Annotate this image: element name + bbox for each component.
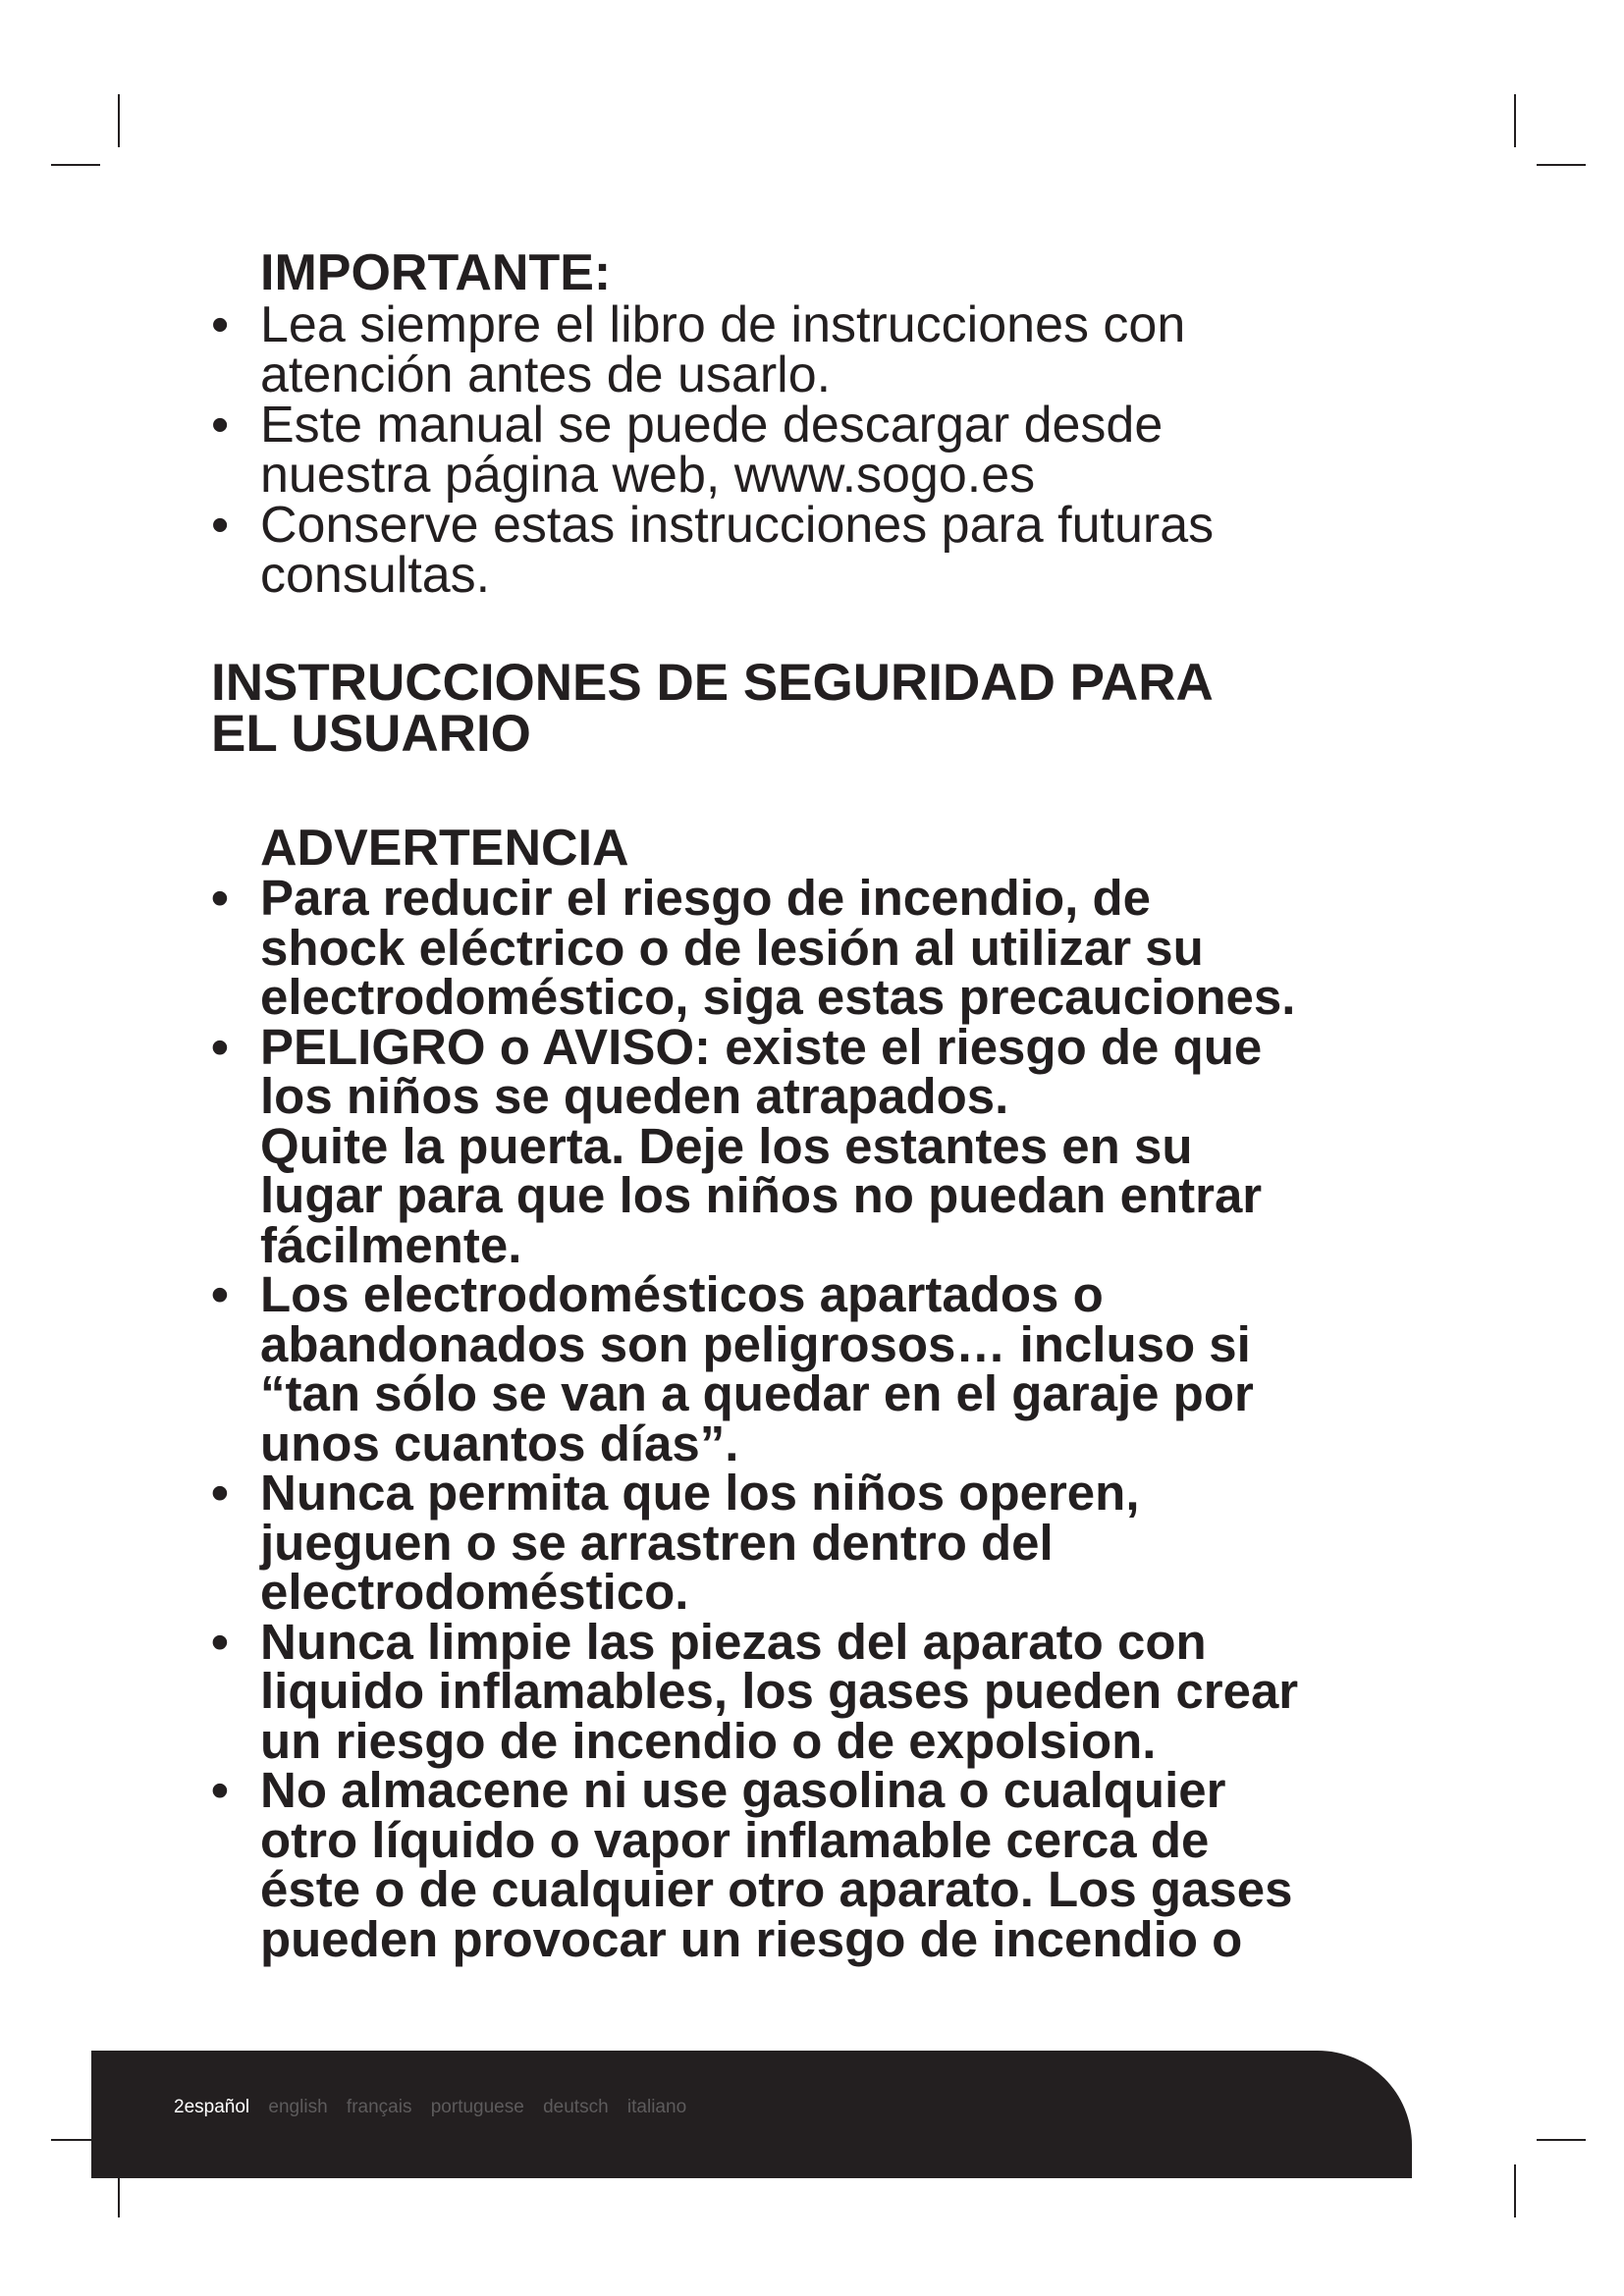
warning-list bbox=[211, 870, 1448, 1967]
item-line: Nunca permita que los niños operen, bbox=[260, 1465, 1140, 1521]
manual-page-content bbox=[211, 244, 1448, 1967]
item-line: nuestra página web, www.sogo.es bbox=[260, 447, 1036, 504]
important-list bbox=[211, 296, 1448, 604]
item-line: atención antes de usarlo. bbox=[260, 347, 832, 403]
warning-heading: ADVERTENCIA bbox=[260, 820, 629, 877]
item-line: Lea siempre el libro de instrucciones con bbox=[260, 296, 1186, 353]
list-item bbox=[211, 1613, 1448, 1769]
item-line: Quite la puerta. Deje los estantes en su bbox=[260, 1117, 1193, 1174]
item-line: fácilmente. bbox=[260, 1216, 522, 1273]
item-line: liquido inflamables, los gases pueden crear bbox=[260, 1663, 1299, 1719]
bullet: • bbox=[211, 1465, 229, 1521]
language-item-deutsch[interactable]: deutsch bbox=[543, 2097, 609, 2117]
bullet: • bbox=[211, 1018, 229, 1075]
important-heading: IMPORTANTE: bbox=[260, 244, 612, 301]
crop-mark-top-left-horizontal bbox=[51, 164, 100, 166]
item-line: Este manual se puede descargar desde bbox=[260, 397, 1164, 454]
list-item bbox=[211, 397, 1448, 504]
bullet: • bbox=[211, 870, 229, 926]
language-item-espanol[interactable]: español bbox=[184, 2097, 250, 2117]
item-line: otro líquido o vapor inflamable cerca de bbox=[260, 1811, 1210, 1868]
language-item-francais[interactable]: français bbox=[346, 2097, 412, 2117]
item-line: pueden provocar un riesgo de incendio o bbox=[260, 1910, 1243, 1967]
bullet: • bbox=[211, 1613, 229, 1670]
item-line: No almacene ni use gasolina o cualquier bbox=[260, 1762, 1226, 1818]
list-item bbox=[211, 1018, 1448, 1273]
safety-section-title bbox=[211, 654, 1448, 763]
crop-mark-top-right-vertical bbox=[1514, 94, 1516, 147]
item-line: electrodoméstico. bbox=[260, 1564, 689, 1620]
footer-bar bbox=[91, 2051, 1412, 2178]
list-item bbox=[211, 870, 1448, 1025]
list-item bbox=[211, 1266, 1448, 1471]
crop-mark-top-right-horizontal bbox=[1537, 164, 1586, 166]
list-item bbox=[211, 497, 1448, 604]
bullet: • bbox=[211, 497, 230, 554]
crop-mark-top-left-vertical bbox=[118, 94, 120, 147]
crop-mark-bottom-right-vertical bbox=[1514, 2164, 1516, 2217]
bullet: • bbox=[211, 1266, 229, 1322]
item-line: Para reducir el riesgo de incendio, de bbox=[260, 870, 1151, 926]
list-item bbox=[211, 1465, 1448, 1620]
language-item-english[interactable]: english bbox=[268, 2097, 328, 2117]
crop-mark-bottom-right-horizontal bbox=[1537, 2139, 1586, 2141]
section-title-line: EL USUARIO bbox=[211, 705, 531, 763]
bullet: • bbox=[211, 1762, 229, 1818]
bullet: • bbox=[211, 397, 230, 454]
section-title-line: INSTRUCCIONES DE SEGURIDAD PARA bbox=[211, 654, 1214, 712]
item-line: jueguen o se arrastren dentro del bbox=[260, 1514, 1054, 1571]
item-line: Los electrodomésticos apartados o bbox=[260, 1266, 1104, 1322]
item-line: shock eléctrico o de lesión al utilizar su bbox=[260, 919, 1204, 976]
item-line: PELIGRO o AVISO: existe el riesgo de que bbox=[260, 1018, 1263, 1075]
bullet: • bbox=[211, 296, 230, 353]
language-item-italiano[interactable]: italiano bbox=[626, 2097, 687, 2117]
item-line: Conserve estas instrucciones para futuras bbox=[260, 497, 1215, 554]
list-item bbox=[211, 1762, 1448, 1967]
language-bar bbox=[174, 2097, 700, 2118]
item-line: “tan sólo se van a quedar en el garaje por bbox=[260, 1365, 1254, 1421]
item-line: un riesgo de incendio o de expolsion. bbox=[260, 1712, 1157, 1769]
item-line: lugar para que los niños no puedan entrar bbox=[260, 1167, 1263, 1223]
list-item bbox=[211, 296, 1448, 403]
item-line: electrodoméstico, siga estas precauciones. bbox=[260, 969, 1296, 1025]
page-number: 2 bbox=[174, 2097, 185, 2117]
language-item-portuguese[interactable]: portuguese bbox=[430, 2097, 524, 2117]
item-line: abandonados son peligrosos… incluso si bbox=[260, 1315, 1251, 1372]
item-line: los niños se queden atrapados. bbox=[260, 1068, 1009, 1124]
item-line: unos cuantos días”. bbox=[260, 1415, 739, 1471]
item-line: Nunca limpie las piezas del aparato con bbox=[260, 1613, 1207, 1670]
item-line: éste o de cualquier otro aparato. Los gases bbox=[260, 1861, 1293, 1917]
item-line: consultas. bbox=[260, 547, 491, 604]
